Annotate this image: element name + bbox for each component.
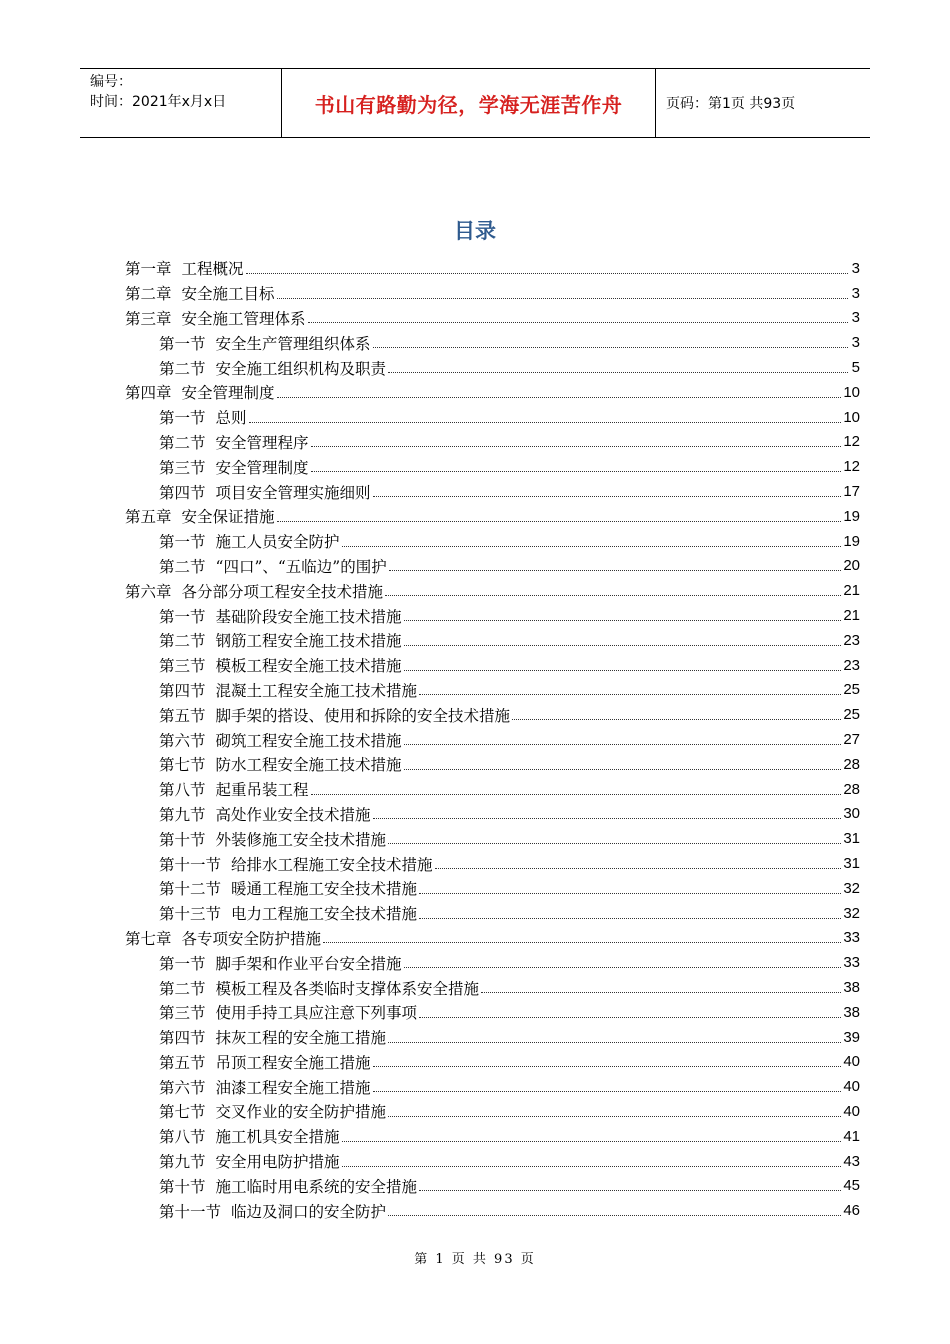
toc-entry-number: 第二章 (125, 285, 172, 304)
toc-entry-title: 模板工程及各类临时支撑体系安全措施 (215, 979, 480, 998)
toc-entry-page: 31 (843, 830, 860, 848)
toc-dot-leader (388, 1116, 841, 1117)
toc-entry-number: 第一节 (159, 334, 206, 353)
toc-dot-leader (249, 422, 842, 423)
toc-section-entry[interactable] (125, 702, 860, 727)
toc-dot-leader (277, 298, 848, 299)
toc-entry-page: 10 (843, 408, 860, 426)
toc-entry-page: 39 (843, 1028, 860, 1046)
toc-entry-title: 使用手持工具应注意下列事项 (215, 1004, 418, 1023)
toc-entry-number: 第八节 (159, 781, 206, 800)
toc-section-entry[interactable] (125, 355, 860, 380)
toc-section-entry[interactable] (125, 1173, 860, 1198)
toc-entry-title: 外装修施工安全技术措施 (215, 830, 387, 849)
toc-entry-number: 第十一节 (159, 1202, 222, 1221)
toc-entry-number: 第一节 (159, 409, 206, 428)
toc-section-entry[interactable] (125, 430, 860, 455)
toc-entry-number: 第五节 (159, 1053, 206, 1072)
toc-dot-leader (419, 918, 841, 919)
toc-entry-page: 3 (851, 284, 860, 302)
toc-section-entry[interactable] (125, 1050, 860, 1075)
toc-chapter-entry[interactable] (125, 380, 860, 405)
toc-entry-title: 安全保证措施 (181, 508, 275, 527)
toc-entry-page: 17 (843, 483, 860, 501)
toc-entry-title: 安全施工管理体系 (181, 309, 306, 328)
toc-entry-number: 第三节 (159, 458, 206, 477)
toc-entry-page: 3 (851, 259, 860, 277)
toc-entry-title: 各分部分项工程安全技术措施 (181, 582, 384, 601)
toc-chapter-entry[interactable] (125, 256, 860, 281)
toc-entry-title: 混凝土工程安全施工技术措施 (215, 681, 418, 700)
toc-section-entry[interactable] (125, 678, 860, 703)
toc-entry-number: 第十节 (159, 1177, 206, 1196)
toc-dot-leader (389, 570, 842, 571)
toc-entry-page: 21 (843, 582, 860, 600)
toc-dot-leader (373, 818, 842, 819)
toc-entry-number: 第五节 (159, 706, 206, 725)
toc-section-entry[interactable] (125, 1000, 860, 1025)
toc-dot-leader (388, 1042, 841, 1043)
toc-section-entry[interactable] (125, 1198, 860, 1223)
toc-entry-page: 5 (851, 359, 860, 377)
toc-dot-leader (404, 670, 842, 671)
toc-chapter-entry[interactable] (125, 926, 860, 951)
header-meta (80, 69, 282, 137)
toc-entry-title: 安全施工组织机构及职责 (215, 359, 387, 378)
toc-entry-title: 各专项安全防护措施 (181, 929, 322, 948)
toc-entry-page: 10 (843, 383, 860, 401)
header-page-info: 页码：第1页 共93页 (666, 96, 796, 112)
page-footer: 第 1 页 共 93 页 (414, 1252, 536, 1267)
toc-section-entry[interactable] (125, 529, 860, 554)
toc-entry-title: 临边及洞口的安全防护 (231, 1202, 387, 1221)
toc-entry-number: 第二节 (159, 632, 206, 651)
toc-section-entry[interactable] (125, 479, 860, 504)
toc-dot-leader (419, 893, 841, 894)
toc-dot-leader (385, 595, 841, 596)
toc-section-entry[interactable] (125, 454, 860, 479)
header-motto-cell (282, 69, 656, 137)
toc-section-entry[interactable] (125, 876, 860, 901)
toc-section-entry[interactable] (125, 1149, 860, 1174)
toc-entry-title: “四口”、“五临边”的围护 (215, 557, 387, 576)
toc-title: 目录 (454, 219, 496, 243)
toc-entry-title: 安全管理制度 (215, 458, 309, 477)
toc-entry-title: 安全管理程序 (215, 433, 309, 452)
toc-entry-page: 46 (843, 1202, 860, 1220)
toc-section-entry[interactable] (125, 603, 860, 628)
toc-entry-page: 45 (843, 1177, 860, 1195)
toc-dot-leader (404, 967, 842, 968)
toc-dot-leader (342, 546, 842, 547)
toc-entry-title: 脚手架和作业平台安全措施 (215, 954, 402, 973)
header-motto: 书山有路勤为径，学海无涯苦作舟 (314, 92, 623, 117)
toc-entry-number: 第三章 (125, 309, 172, 328)
toc-dot-leader (342, 1141, 842, 1142)
toc-entry-number: 第一节 (159, 533, 206, 552)
toc-dot-leader (388, 1215, 841, 1216)
toc-entry-title: 工程概况 (181, 260, 244, 279)
header-page-info-cell (656, 69, 870, 137)
toc-dot-leader (311, 471, 842, 472)
toc-entry-page: 3 (851, 309, 860, 327)
toc-entry-number: 第三节 (159, 1004, 206, 1023)
toc-entry-number: 第四章 (125, 384, 172, 403)
toc-entry-number: 第六节 (159, 731, 206, 750)
toc-entry-page: 21 (843, 607, 860, 625)
toc-dot-leader (404, 620, 842, 621)
toc-dot-leader (342, 1166, 842, 1167)
toc-section-entry[interactable] (125, 851, 860, 876)
toc-entry-number: 第二节 (159, 979, 206, 998)
toc-dot-leader (311, 446, 842, 447)
toc-section-entry[interactable] (125, 1099, 860, 1124)
toc-entry-title: 高处作业安全技术措施 (215, 805, 371, 824)
toc-entry-page: 19 (843, 532, 860, 550)
toc-dot-leader (404, 744, 842, 745)
toc-dot-leader (373, 1091, 842, 1092)
toc-entry-title: 钢筋工程安全施工技术措施 (215, 632, 402, 651)
toc-dot-leader (388, 843, 841, 844)
toc-entry-number: 第九节 (159, 1153, 206, 1172)
toc-entry-title: 施工临时用电系统的安全措施 (215, 1177, 418, 1196)
toc-dot-leader (308, 322, 848, 323)
toc-dot-leader (419, 694, 841, 695)
document-date: 时间：2021年x月x日 (90, 94, 227, 110)
toc-dot-leader (512, 719, 841, 720)
toc-section-entry[interactable] (125, 950, 860, 975)
toc-entry-title: 电力工程施工安全技术措施 (231, 905, 418, 924)
toc-entry-page: 12 (843, 458, 860, 476)
toc-entry-page: 38 (843, 979, 860, 996)
toc-entry-title: 安全用电防护措施 (215, 1153, 340, 1172)
toc-chapter-entry[interactable] (125, 504, 860, 529)
toc-entry-number: 第二节 (159, 557, 206, 576)
toc-entry-title: 安全管理制度 (181, 384, 275, 403)
toc-entry-number: 第四节 (159, 483, 206, 502)
toc-entry-number: 第一节 (159, 607, 206, 626)
toc-entry-title: 防水工程安全施工技术措施 (215, 756, 402, 775)
page-header (80, 68, 870, 138)
toc-entry-title: 总则 (215, 409, 247, 428)
toc-dot-leader (419, 1017, 841, 1018)
toc-dot-leader (277, 397, 842, 398)
toc-entry-number: 第十三节 (159, 905, 222, 924)
toc-dot-leader (388, 372, 848, 373)
toc-dot-leader (373, 1066, 842, 1067)
toc-section-entry[interactable] (125, 752, 860, 777)
toc-entry-title: 施工机具安全措施 (215, 1128, 340, 1147)
toc-entry-page: 40 (843, 1078, 860, 1096)
toc-entry-title: 起重吊装工程 (215, 781, 309, 800)
toc-entry-title: 模板工程安全施工技术措施 (215, 657, 402, 676)
toc-entry-page: 20 (843, 557, 860, 575)
toc-section-entry[interactable] (125, 802, 860, 827)
toc-entry-page: 25 (843, 681, 860, 699)
toc-entry-number: 第六章 (125, 582, 172, 601)
toc-entry-page: 12 (843, 433, 860, 451)
toc-entry-number: 第一章 (125, 260, 172, 279)
toc-entry-number: 第七节 (159, 756, 206, 775)
toc-entry-number: 第八节 (159, 1128, 206, 1147)
toc-dot-leader (404, 769, 842, 770)
toc-dot-leader (419, 1190, 841, 1191)
toc-chapter-entry[interactable] (125, 578, 860, 603)
toc-entry-number: 第五章 (125, 508, 172, 527)
toc-entry-page: 31 (843, 855, 860, 873)
toc-entry-number: 第七节 (159, 1103, 206, 1122)
toc-entry-title: 交叉作业的安全防护措施 (215, 1103, 387, 1122)
toc-section-entry[interactable] (125, 405, 860, 430)
toc-entry-number: 第十一节 (159, 855, 222, 874)
toc-dot-leader (435, 868, 842, 869)
toc-section-entry[interactable] (125, 653, 860, 678)
toc-section-entry[interactable] (125, 1025, 860, 1050)
toc-chapter-entry[interactable] (125, 281, 860, 306)
toc-entry-page: 19 (843, 507, 860, 525)
toc-entry-page: 43 (843, 1152, 860, 1170)
toc-entry-number: 第一节 (159, 954, 206, 973)
toc-dot-leader (373, 347, 848, 348)
toc-entry-title: 安全生产管理组织体系 (215, 334, 371, 353)
toc-entry-page: 38 (843, 1003, 860, 1021)
toc-entry-title: 油漆工程安全施工措施 (215, 1078, 371, 1097)
toc-section-entry[interactable] (125, 826, 860, 851)
toc-entry-title: 基础阶段安全施工技术措施 (215, 607, 402, 626)
toc-entry-number: 第二节 (159, 433, 206, 452)
toc-entry-number: 第十二节 (159, 880, 222, 899)
toc-entry-page: 25 (843, 706, 860, 724)
toc-entry-number: 第十节 (159, 830, 206, 849)
toc-section-entry[interactable] (125, 901, 860, 926)
document-number-label: 编号： (90, 74, 132, 90)
toc-entry-page: 33 (843, 929, 860, 947)
toc-section-entry[interactable] (125, 628, 860, 653)
table-of-contents (125, 256, 860, 1223)
toc-entry-number: 第七章 (125, 929, 172, 948)
toc-entry-title: 暖通工程施工安全技术措施 (231, 880, 418, 899)
toc-dot-leader (277, 521, 842, 522)
toc-dot-leader (404, 645, 842, 646)
toc-entry-number: 第六节 (159, 1078, 206, 1097)
toc-entry-page: 32 (843, 904, 860, 922)
toc-entry-title: 给排水工程施工安全技术措施 (231, 855, 433, 874)
toc-entry-page: 41 (843, 1127, 860, 1145)
toc-section-entry[interactable] (125, 727, 860, 752)
toc-entry-page: 23 (843, 656, 860, 674)
toc-entry-title: 项目安全管理实施细则 (215, 483, 371, 502)
toc-dot-leader (246, 273, 848, 274)
toc-entry-page: 28 (843, 755, 860, 773)
toc-entry-title: 安全施工目标 (181, 285, 275, 304)
toc-entry-title: 抹灰工程的安全施工措施 (215, 1029, 387, 1048)
toc-entry-title: 吊顶工程安全施工措施 (215, 1053, 371, 1072)
toc-entry-number: 第二节 (159, 359, 206, 378)
toc-dot-leader (311, 794, 842, 795)
toc-entry-title: 砌筑工程安全施工技术措施 (215, 731, 402, 750)
toc-chapter-entry[interactable] (125, 306, 860, 331)
toc-entry-page: 30 (843, 805, 860, 823)
toc-entry-number: 第四节 (159, 681, 206, 700)
toc-entry-number: 第四节 (159, 1029, 206, 1048)
toc-dot-leader (481, 992, 841, 993)
toc-dot-leader (373, 496, 842, 497)
toc-entry-page: 28 (843, 780, 860, 798)
toc-section-entry[interactable] (125, 1124, 860, 1149)
toc-section-entry[interactable] (125, 975, 860, 1000)
toc-entry-page: 3 (851, 334, 860, 352)
toc-section-entry[interactable] (125, 1074, 860, 1099)
toc-dot-leader (323, 942, 841, 943)
toc-entry-page: 40 (843, 1102, 860, 1120)
toc-entry-title: 施工人员安全防护 (215, 533, 340, 552)
toc-entry-page: 27 (843, 731, 860, 749)
toc-section-entry[interactable] (125, 554, 860, 579)
toc-entry-title: 脚手架的搭设、使用和拆除的安全技术措施 (215, 706, 511, 725)
toc-entry-page: 23 (843, 631, 860, 649)
toc-entry-number: 第三节 (159, 657, 206, 676)
toc-entry-page: 32 (843, 879, 860, 897)
toc-entry-page: 33 (843, 954, 860, 972)
toc-section-entry[interactable] (125, 330, 860, 355)
toc-section-entry[interactable] (125, 777, 860, 802)
toc-entry-page: 40 (843, 1053, 860, 1071)
toc-entry-number: 第九节 (159, 805, 206, 824)
